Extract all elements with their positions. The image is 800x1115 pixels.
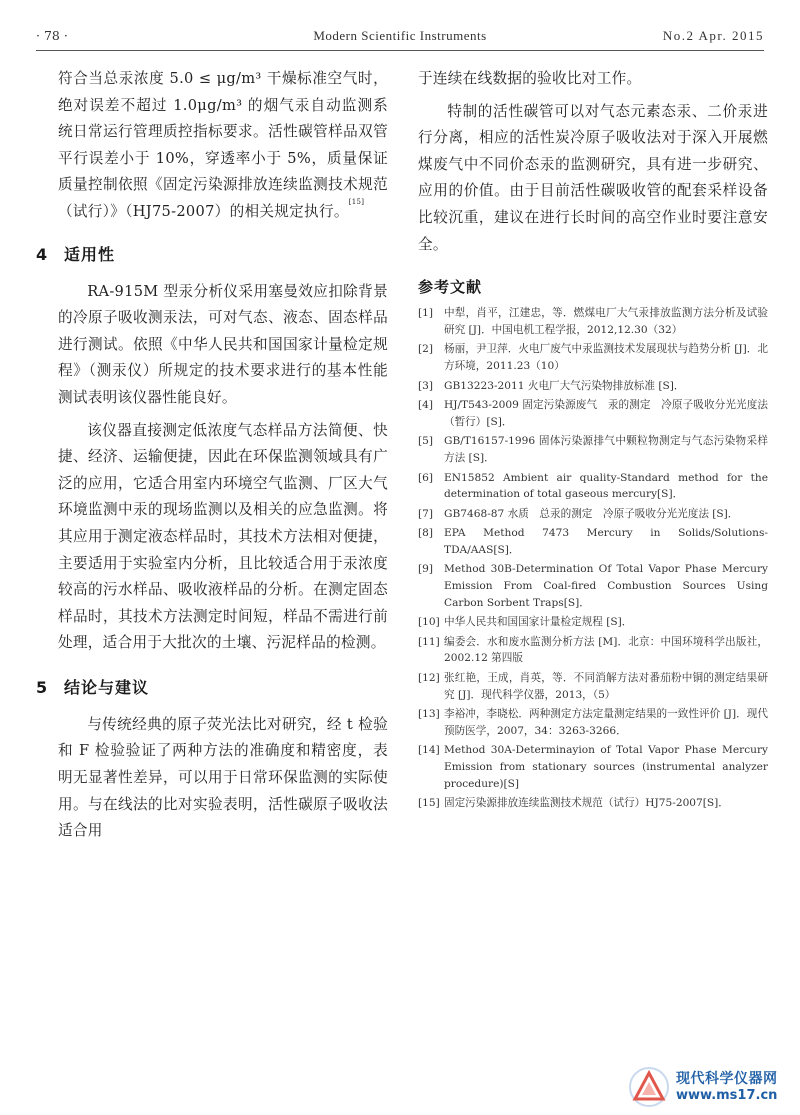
reference-text: GB7468-87 水质 总汞的测定 冷原子吸收分光光度法 [S]． [444, 507, 739, 520]
reference-number: [9] [418, 563, 434, 576]
conclusion-paragraph: 与传统经典的原子荧光法比对研究，经 t 检验和 F 检验验证了两种方法的准确度和精密度，表明无显著性差异，可以用于日常环保监测的实际使用。与在线法的比对实验表明，活性碳原子吸收法适合用 [58, 715, 388, 840]
section-4-heading [36, 242, 388, 265]
reference-number: [6] [418, 471, 434, 484]
reference-text: 李裕冲，李晓松．两种测定方法定量测定结果的一致性评价 [J]．现代预防医学，2007，34：3263-3266． [444, 708, 768, 737]
reference-item [418, 305, 768, 338]
reference-text: 固定污染源排放连续监测技术规范（试行）HJ75-2007[S]． [444, 797, 729, 810]
reference-text: 中华人民共和国国家计量检定规程 [S]． [444, 616, 633, 629]
reference-list [418, 305, 768, 812]
watermark-site-name: 现代科学仪器网 [676, 1071, 778, 1087]
issue-info: No.2 Apr. 2015 [662, 28, 764, 43]
reference-text: 杨丽，尹卫萍．火电厂废气中汞监测技术发展现状与趋势分析 [J]．北方环境，2011.23（10） [444, 343, 768, 372]
references-title: 参考文献 [418, 278, 483, 297]
reference-number: [13] [418, 708, 440, 721]
reference-text: 中犁，肖平，江建忠，等．燃煤电厂大气汞排放监测方法分析及试验研究 [J]．中国电机工程学报，2012,12.30（32） [444, 307, 768, 336]
reference-number: [3] [418, 379, 434, 392]
reference-number: [2] [418, 343, 434, 356]
reference-number: [8] [418, 527, 434, 540]
reference-item [418, 706, 768, 739]
site-watermark [628, 1066, 798, 1112]
reference-text: Method 30B-Determination Of Total Vapor Phase Mercury Emission From Coal-fired Combustion Sources Using Carbon Sorbent Traps[S]． [444, 563, 768, 609]
right-column [418, 66, 768, 815]
reference-text: EPA Method 7473 Mercury in Solids/Solutions-TDA/AAS[S]． [444, 527, 768, 556]
reference-number: [7] [418, 507, 434, 520]
reference-item [418, 614, 768, 631]
reference-item [418, 525, 768, 558]
page-number: · 78 · [36, 28, 68, 43]
reference-number: [15] [418, 797, 440, 810]
reference-item [418, 378, 768, 395]
watermark-url: www.ms17.cn [676, 1088, 778, 1103]
recommendation-paragraph: 特制的活性碳管可以对气态元素态汞、二价汞进行分离，相应的活性炭冷原子吸收法对于深入开展燃煤废气中不同价态汞的监测研究，具有进一步研究、应用的价值。由于目前活性碳吸收管的配套采样设备比较沉重，建议在进行长时间的高空作业时要注意安全。 [418, 102, 768, 253]
reference-text: 张红艳，王成，肖英，等．不同消解方法对番茄粉中铜的测定结果研究 [J]．现代科学仪器，2013，（5） [444, 672, 768, 701]
reference-item [418, 506, 768, 523]
references-section [418, 276, 768, 812]
paragraph-continued: 符合当总汞浓度 5.0 ≤ μg/m³ 干燥标准空气时，绝对误差不超过 1.0μg/m³ 的烟气汞自动监测系统日常运行管理质控指标要求。活性碳管样品双管平行误差小于 10%，穿透率小于 5%，质量保证质量控制依照《固定污染源排放连续监测技术规范（试行）》（HJ75-2007）的相关规定执行。[15] [58, 70, 388, 220]
section-4-title: 适用性 [64, 244, 116, 264]
citation-15: [15] [348, 197, 365, 206]
section-5-heading [36, 675, 388, 698]
reference-number: [5] [418, 435, 434, 448]
reference-number: [4] [418, 399, 434, 412]
triangle-logo-icon [628, 1066, 670, 1108]
reference-text: HJ/T543-2009 固定污染源废气 汞的测定 冷原子吸收分光光度法（暂行）[S]． [444, 399, 768, 428]
reference-text: EN15852 Ambient air quality-Standard method for the determination of total gaseous mercury[S]． [444, 471, 768, 501]
applicability-paragraph-2: 该仪器直接测定低浓度气态样品方法简便、快捷、经济、运输便捷，因此在环保监测领域具有广泛的应用，它适合用室内环境空气监测、厂区大气环境监测中汞的现场监测以及相关的应急监测。将其应用于测定液态样品时，其技术方法相对便捷，主要适用于实验室内分析，且比较适合用于汞浓度较高的污水样品、吸收液样品的分析。在测定固态样品时，其技术方法测定时间短，样品不需进行前处理，适合用于大批次的土壤、污泥样品的检测。 [58, 421, 388, 652]
reference-item [418, 433, 768, 466]
reference-number: [10] [418, 616, 440, 629]
reference-item [418, 470, 768, 503]
reference-item [418, 561, 768, 611]
section-5-number: 5 [36, 677, 49, 697]
reference-number: [12] [418, 672, 440, 685]
section-4-number: 4 [36, 244, 49, 264]
reference-item [418, 634, 768, 667]
header-divider [36, 50, 764, 51]
reference-item [418, 341, 768, 374]
left-column [36, 66, 388, 845]
page-header [36, 28, 764, 48]
reference-text: GB/T16157-1996 固体污染源排气中颗粒物测定与气态污染物采样方法 [S]． [444, 435, 768, 464]
reference-number: [1] [418, 307, 434, 320]
section-5-title: 结论与建议 [64, 677, 150, 697]
reference-text: GB13223-2011 火电厂大气污染物排放标准 [S]． [444, 379, 685, 392]
reference-text: Method 30A-Determinayion of Total Vapor Phase Mercury Emission from stationary sources (instrumental analyzer procedure)[S] [444, 744, 768, 790]
reference-item [418, 670, 768, 703]
reference-item [418, 742, 768, 792]
reference-item [418, 795, 768, 812]
reference-item [418, 397, 768, 430]
reference-number: [11] [418, 635, 440, 648]
conclusion-continued: 于连续在线数据的验收比对工作。 [418, 70, 642, 87]
applicability-paragraph-1: RA-915M 型汞分析仪采用塞曼效应扣除背景的冷原子吸收测汞法，可对气态、液态、固态样品进行测试。依照《中华人民共和国国家计量检定规程》（测汞仪）所规定的技术要求进行的基本性能测试表明该仪器性能良好。 [58, 282, 388, 406]
reference-text: 编委会．水和废水监测分析方法 [M]．北京：中国环境科学出版社，2002.12 第四版 [444, 635, 768, 665]
reference-number: [14] [418, 744, 440, 757]
journal-title: Modern Scientific Instruments [313, 28, 487, 43]
